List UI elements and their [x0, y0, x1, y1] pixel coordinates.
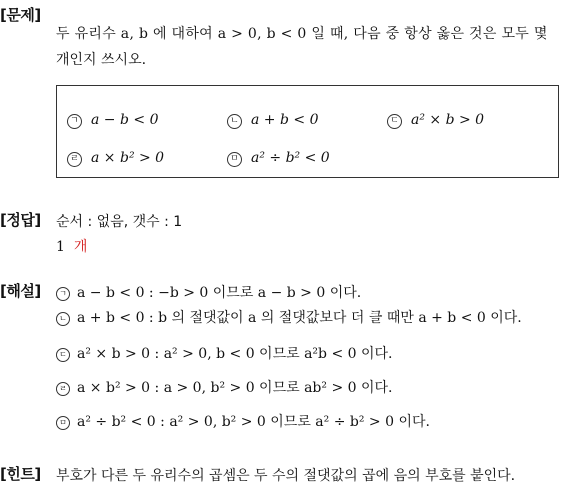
solution-text: a + b < 0 : b 의 절댓값이 a 의 절댓값보다 더 클 때만 a + b < 0 이다.	[77, 310, 522, 326]
hint-tag: [힌트]	[0, 465, 41, 483]
option-marker: ㄷ	[387, 114, 402, 129]
solution-line-2	[56, 307, 522, 327]
option-5	[227, 150, 330, 167]
answer-count-line	[56, 236, 87, 256]
answer-line: 순서 : 없음, 갯수 : 1	[56, 214, 183, 230]
option-expr: a − b < 0	[91, 112, 159, 128]
option-marker: ㄱ	[67, 114, 82, 129]
option-2	[227, 112, 318, 129]
solution-marker: ㄴ	[56, 312, 70, 326]
solution-marker: ㄹ	[56, 382, 70, 396]
solution-line-1	[56, 282, 361, 302]
problem-line-1: 두 유리수 a, b 에 대하여 a > 0, b < 0 일 때, 다음 중 항상 옳은 것은 모두 몇	[56, 26, 548, 42]
answer-count: 1	[56, 239, 65, 255]
option-3	[387, 112, 484, 129]
option-expr: a² ÷ b² < 0	[251, 150, 330, 166]
problem-line-2: 개인지 쓰시오.	[56, 52, 147, 68]
option-4	[67, 150, 164, 167]
solution-marker: ㄷ	[56, 348, 70, 362]
option-expr: a + b < 0	[251, 112, 319, 128]
solution-text: a − b < 0 : −b > 0 이므로 a − b > 0 이다.	[77, 285, 362, 301]
option-1	[67, 112, 158, 129]
option-expr: a × b² > 0	[91, 150, 165, 166]
option-expr: a² × b > 0	[411, 112, 485, 128]
option-marker: ㄹ	[67, 152, 82, 167]
solution-line-3	[56, 343, 392, 363]
problem-tag: [문제]	[0, 6, 41, 24]
answer-unit: 개	[73, 239, 88, 255]
solution-text: a × b² > 0 : a > 0, b² > 0 이므로 ab² > 0 이다.	[77, 380, 393, 396]
solution-line-4	[56, 377, 392, 397]
options-box	[56, 85, 559, 178]
solution-text: a² × b > 0 : a² > 0, b < 0 이므로 a²b < 0 이다.	[77, 346, 393, 362]
answer-tag: [정답]	[0, 211, 41, 229]
solution-marker: ㄱ	[56, 287, 70, 301]
solution-tag: [해설]	[0, 282, 41, 300]
solution-text: a² ÷ b² < 0 : a² > 0, b² > 0 이므로 a² ÷ b² > 0 이다.	[77, 414, 430, 430]
solution-marker: ㅁ	[56, 416, 70, 430]
option-marker: ㄴ	[227, 114, 242, 129]
solution-line-5	[56, 411, 430, 431]
option-marker: ㅁ	[227, 152, 242, 167]
hint-text: 부호가 다른 두 유리수의 곱셈은 두 수의 절댓값의 곱에 음의 부호를 붙인다.	[56, 468, 516, 484]
